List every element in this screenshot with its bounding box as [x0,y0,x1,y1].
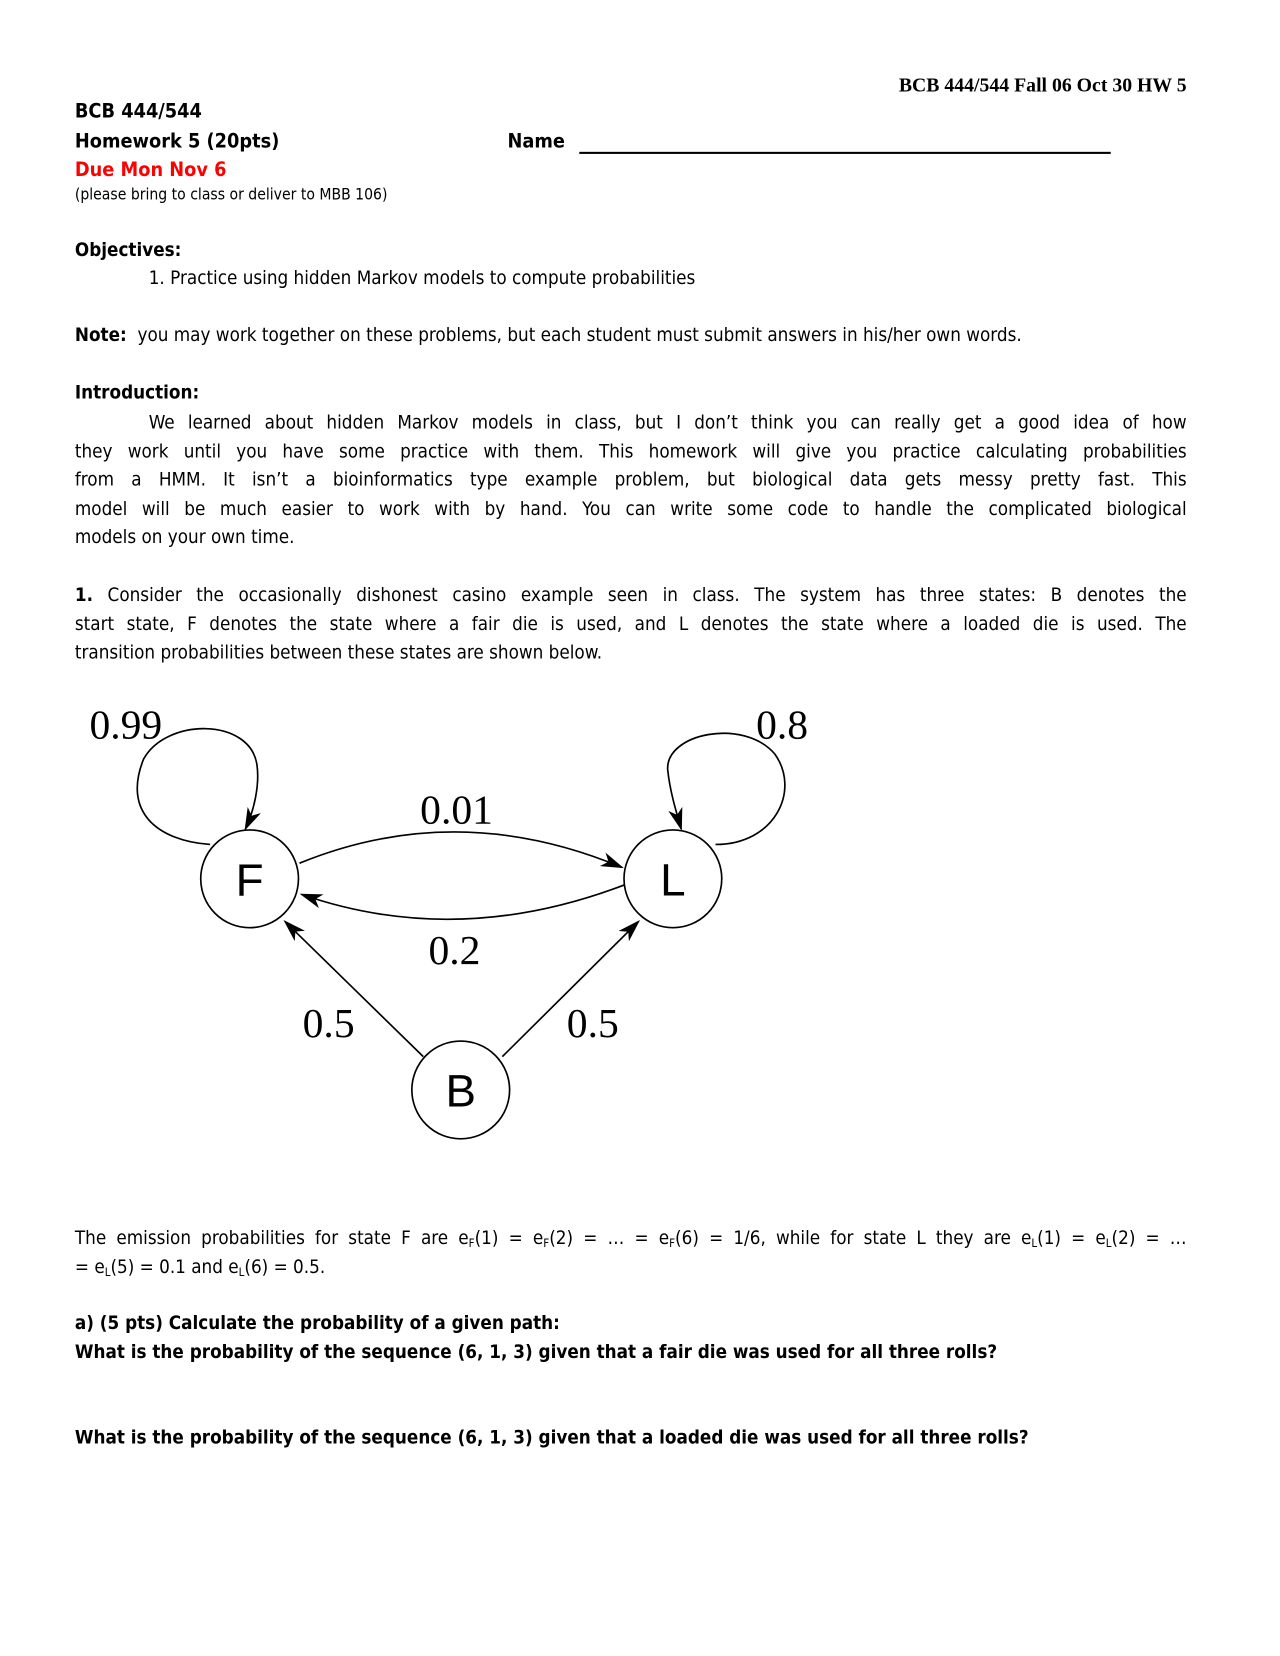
course-info-header: BCB 444/544 Fall 06 Oct 30 HW 5 [898,74,1187,97]
emission-text: The emission probabilities for state F are e [74,1227,469,1250]
subscript: L [238,1265,245,1279]
subscript: F [669,1236,676,1251]
edge-l-l [668,733,785,844]
emission-text: (2) = … [1111,1227,1187,1250]
emission-text: (1) = e [1037,1227,1106,1250]
question-line: Consider the occasionally dishonest casino example seen in class. The system has three states: B denotes the [107,584,1187,607]
subscript: L [1031,1236,1038,1251]
objective-item: 1. Practice using hidden Markov models to compute probabilities [148,267,696,290]
emission-text: (1) = e [474,1227,544,1250]
emission-probabilities [75,1224,1187,1281]
delivery-note: (please bring to class or deliver to MBB 106) [74,185,388,204]
part-a-question-fair: What is the probability of the sequence (6, 1, 3) given that a fair die was used for all three rolls? [74,1341,998,1364]
intro-line: We learned about hidden Markov models in class, but I don’t think you can really get a good idea of how [148,411,1187,434]
question-line: start state, F denotes the state where a fair die is used, and L denotes the state where a loaded die is used. The [74,613,1187,636]
part-a-question-loaded: What is the probability of the sequence (6, 1, 3) given that a loaded die was used for all three rolls? [74,1426,1029,1449]
question-number: 1. [74,584,93,607]
edge-f-l [300,832,622,867]
objectives-heading: Objectives: [74,239,182,262]
edge-l-f [302,885,624,919]
part-a-title: a) (5 pts) Calculate the probability of a given path: [74,1312,560,1335]
prob-l-f: 0.2 [428,927,481,974]
due-date: Due Mon Nov 6 [74,158,227,181]
state-label-b: B [445,1065,476,1117]
prob-l-l: 0.8 [756,701,809,748]
prob-b-l: 0.5 [566,999,619,1046]
note-label: Note: [74,324,127,347]
prob-f-l: 0.01 [420,786,493,833]
name-label: Name [507,130,565,153]
emission-text: (6) = 1/6, while for state L they are e [675,1227,1032,1250]
emission-text: (2) = … = e [549,1227,670,1250]
state-label-f: F [235,854,264,906]
emission-text: (6) = 0.5. [244,1255,326,1278]
intro-line: models on your own time. [74,526,295,549]
introduction-heading: Introduction: [74,381,200,404]
prob-b-f: 0.5 [302,999,355,1046]
subscript: L [104,1265,111,1279]
prob-f-f: 0.99 [89,701,163,748]
note-text: you may work together on these problems, but each student must submit answers in his/her own words. [137,324,1022,347]
intro-line: they work until you have some practice with them. This homework will give you practice calculating probabilities [74,440,1187,463]
emission-text: (5) = 0.1 and e [110,1255,239,1278]
emission-text: = e [74,1255,105,1278]
intro-line: from a HMM. It isn’t a bioinformatics type example problem, but biological data gets messy pretty fast. This [74,469,1187,492]
subscript: F [543,1236,550,1251]
state-label-l: L [660,854,686,906]
question-line: transition probabilities between these states are shown below. [74,641,603,664]
subscript: L [1105,1236,1112,1251]
subscript: F [468,1236,475,1251]
homework-title: Homework 5 (20pts) [74,130,280,153]
intro-line: model will be much easier to work with by hand. You can write some code to handle the complicated biological [74,497,1187,520]
course-title: BCB 444/544 [74,99,202,123]
